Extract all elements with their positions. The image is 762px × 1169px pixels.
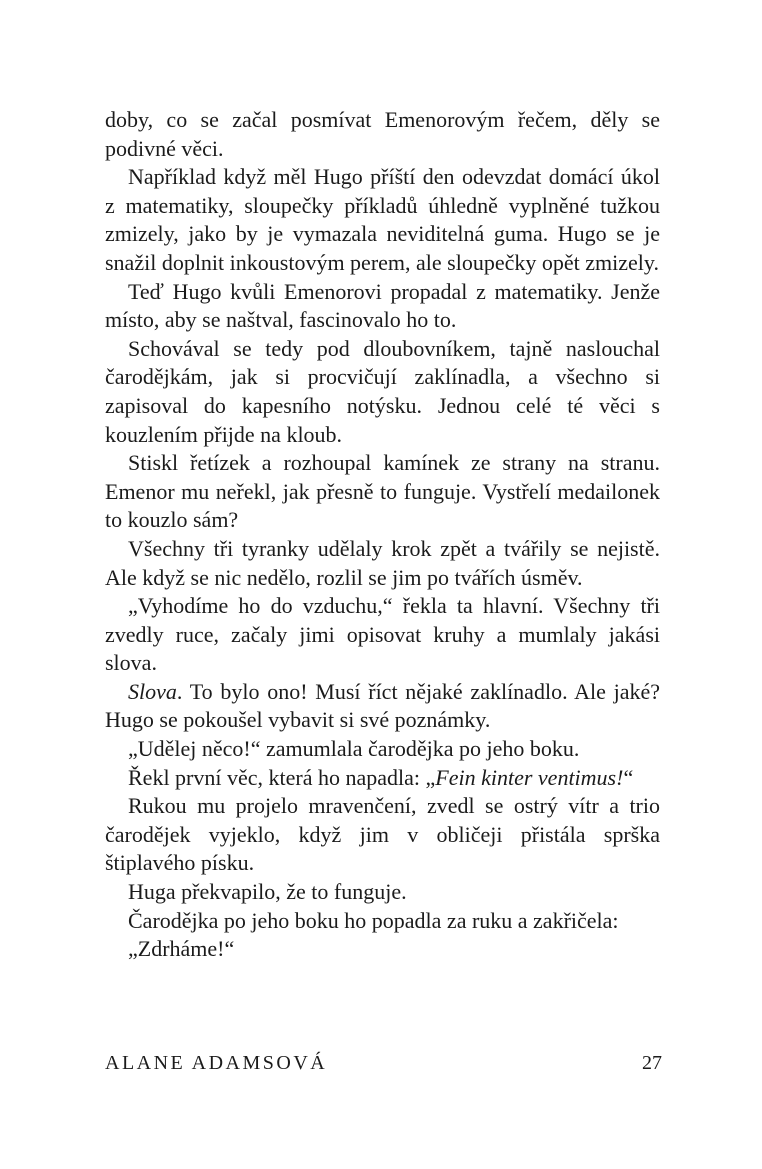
paragraph xyxy=(105,535,660,592)
text-segment: Řekl první věc, která ho napadla: „ xyxy=(128,764,436,790)
body-text xyxy=(105,106,660,964)
paragraph xyxy=(105,792,660,878)
paragraph xyxy=(105,735,660,764)
paragraph xyxy=(105,935,660,964)
paragraph xyxy=(105,678,660,735)
text-segment: “ xyxy=(623,764,634,790)
text-segment: Všechny tři tyranky udělaly krok zpět a tvářily se nejistě. Ale když se nic nedělo, rozlil se jim po tvářích úsměv. xyxy=(105,535,660,590)
running-footer-author: ALANE ADAMSOVÁ xyxy=(105,1052,328,1074)
paragraph xyxy=(105,878,660,907)
page-footer xyxy=(105,1052,662,1075)
text-segment: „Udělej něco!“ zamumlala čarodějka po jeho boku. xyxy=(128,736,580,762)
italic-text-segment: Fein kinter ventimus! xyxy=(435,764,624,790)
paragraph xyxy=(105,335,660,449)
text-segment: . To bylo ono! Musí říct nějaké zaklínadlo. Ale jaké? Hugo se pokoušel vybavit si své poznámky. xyxy=(105,678,660,733)
text-segment: Teď Hugo kvůli Emenorovi propadal z matematiky. Jenže místo, aby se naštval, fascinovalo ho to. xyxy=(105,278,660,333)
text-segment: Stiskl řetízek a rozhoupal kamínek ze strany na stranu. Emenor mu neřekl, jak přesně to funguje. Vystřelí medailonek to kouzlo sám? xyxy=(105,450,660,533)
text-segment: „Zdrháme!“ xyxy=(128,936,235,962)
paragraph xyxy=(105,163,660,277)
text-segment: „Vyhodíme ho do vzduchu,“ řekla ta hlavní. Všechny tři zvedly ruce, začaly jimi opisovat kruhy a mumlaly jakási slova. xyxy=(105,593,660,676)
text-segment: doby, co se začal posmívat Emenorovým řečem, děly se podivné věci. xyxy=(105,107,660,161)
text-segment: Rukou mu projelo mravenčení, zvedl se ostrý vítr a trio čarodějek vyjeklo, když jim v obličeji přistála sprška štiplavého písku. xyxy=(105,793,660,876)
paragraph xyxy=(105,907,660,936)
text-segment: Huga překvapilo, že to funguje. xyxy=(128,879,407,905)
paragraph xyxy=(105,449,660,535)
page-number: 27 xyxy=(642,1052,662,1074)
paragraph xyxy=(105,592,660,678)
paragraph xyxy=(105,106,660,163)
paragraph xyxy=(105,278,660,335)
text-segment: Například když měl Hugo příští den odevzdat domácí úkol z matematiky, sloupečky příkladů úhledně vyplněné tužkou zmizely, jako by je vymazala neviditelná guma. Hugo se je snažil doplnit inkoustovým perem, ale sloupečky opět zmizely. xyxy=(105,164,660,275)
italic-text-segment: Slova xyxy=(128,678,177,704)
paragraph xyxy=(105,764,660,793)
text-segment: Schovával se tedy pod dloubovníkem, tajně naslouchal čarodějkám, jak si procvičují zaklínadla, a všechno si zapisoval do kapesního notýsku. Jednou celé té věci s kouzlením přijde na kloub. xyxy=(105,335,660,447)
text-segment: Čarodějka po jeho boku ho popadla za ruku a zakřičela: xyxy=(128,907,619,933)
